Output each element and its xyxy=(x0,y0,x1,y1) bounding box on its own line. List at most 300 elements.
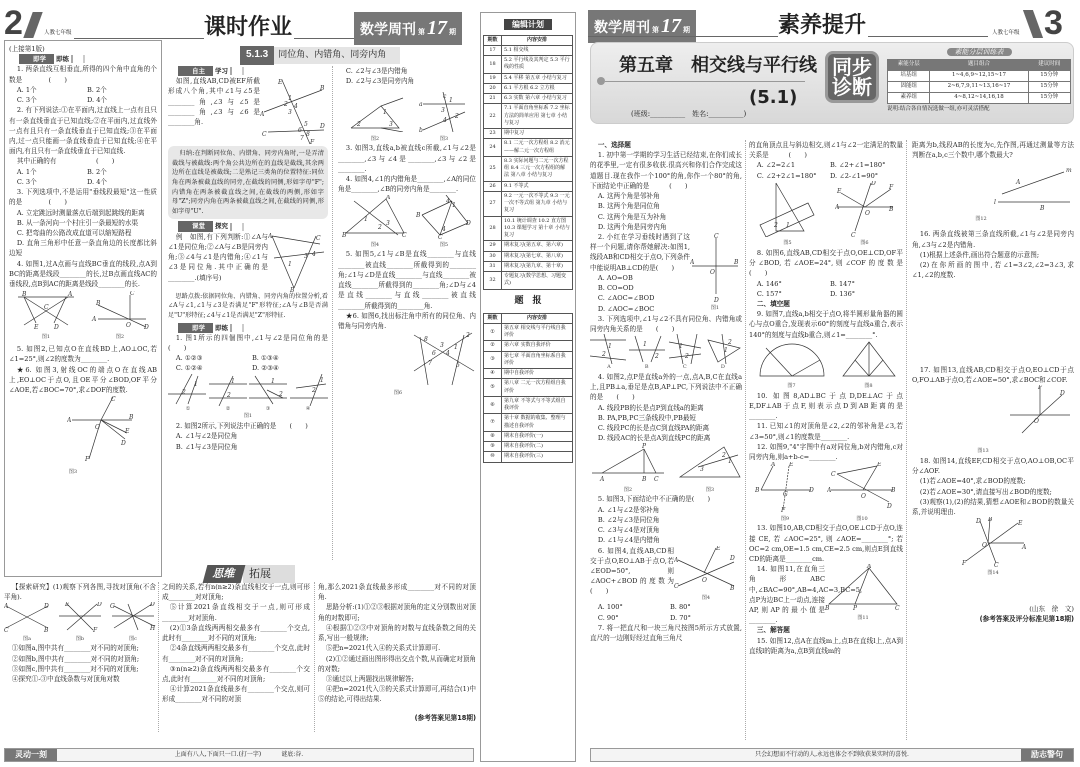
q2-options: A. 1个 B. 2个 C. 3个 D. 4个 xyxy=(16,167,107,186)
lesson-title: 同位角、内错角、同旁内角 xyxy=(274,47,400,64)
question-16: 16. 两条直线被第三条直线所截,∠1与∠2是同旁内角,∠3与∠2是内错角. xyxy=(912,230,1074,249)
content-cell: 5.4 平移 第五章 小结与复习 xyxy=(502,73,573,83)
question-6: 6. 如图4,直线AB,CD相交于点O,EO⊥AB于点O,若∠EOD=50°,则∠AOC+∠BOD的度数为( ) xyxy=(590,546,674,596)
issue-cell: 30 xyxy=(484,251,502,261)
brand-name: 数学周刊 xyxy=(594,20,650,36)
content-cell: 期末复习(第九章、第十章) xyxy=(502,261,573,271)
question-14: 14. 如图11,在直角三角形ABC中,∠BAC=90°,AB=4,AC=3,BC=5,点P为边BC上一动点,连接AP,则AP的最小值是________. xyxy=(749,565,863,625)
issue-suffix: 期 xyxy=(449,28,456,36)
svg-text:2: 2 xyxy=(466,332,470,340)
svg-text:1: 1 xyxy=(728,458,732,466)
question-15: 15. 如图12,点A在直线m上,点B在直线l上,点A到直线l的距离为a,点B到直线m的 xyxy=(749,636,903,655)
content-cell: 专题复习(数学思想、习题变式) xyxy=(502,272,573,290)
svg-text:4: 4 xyxy=(443,117,447,125)
column-divider xyxy=(745,140,746,740)
svg-text:1: 1 xyxy=(364,215,368,223)
chapter-sub: (5.1) xyxy=(749,87,798,108)
table-row xyxy=(484,414,573,432)
continued-note: (上接第1版) xyxy=(9,45,45,53)
option: B. CO=OD xyxy=(597,284,634,293)
lesson-number: 5.1.3 xyxy=(240,46,274,65)
svg-text:B: B xyxy=(734,258,739,266)
table-row xyxy=(484,73,573,83)
grade-label: 人教七年级 xyxy=(44,30,72,36)
option: D. 线段AC的长是点A到直线PC的距离 xyxy=(597,434,711,443)
svg-text:C: C xyxy=(994,562,999,568)
section-header: 即学 即练 xyxy=(178,323,244,333)
svg-text:D: D xyxy=(1060,389,1065,397)
content-cell: 期末复习(第七章、第八章) xyxy=(502,251,573,261)
svg-text:B: B xyxy=(730,584,735,592)
brand-banner xyxy=(354,12,462,45)
explore-column-2 xyxy=(162,582,310,705)
section-header: 课堂 探究 xyxy=(178,221,244,231)
answer-space[interactable] xyxy=(912,281,1074,365)
svg-text:1: 1 xyxy=(230,377,235,385)
svg-text:O: O xyxy=(864,209,870,217)
question-11: 11. 已知∠1的对顶角是∠2,∠2的邻补角是∠3,若∠3=50°,则∠1的度数是________. xyxy=(749,422,903,441)
figure-3: A B C F E D O 图3 xyxy=(67,396,134,475)
svg-text:1: 1 xyxy=(452,201,456,209)
content-cell: 8.1 二元一次方程组 8.2 消元——解二元一次方程组 xyxy=(502,139,573,157)
table-row xyxy=(484,56,573,74)
table-row xyxy=(484,369,573,379)
option: A. 线段PB的长是点P到直线a的距离 xyxy=(597,403,704,412)
svg-text:E: E xyxy=(125,428,130,436)
sub-question: (3)观察(1),(2)的结果,猜想∠AOE和∠BOD的数量关系,并说明理由. xyxy=(912,497,1074,516)
table-row xyxy=(484,452,573,462)
svg-text:O: O xyxy=(710,268,715,276)
option: B. PA,PB,PC三条线段中,PB最短 xyxy=(597,413,697,422)
svg-text:a: a xyxy=(419,101,423,109)
option: B. 这两个角是同位角 xyxy=(597,202,660,211)
header-rule xyxy=(868,36,988,37)
analysis-text: (2)①②通过画出图形得出交点个数,从而确定对顶角的对数; xyxy=(318,654,476,673)
table-row xyxy=(888,82,1071,93)
issue-cell: ⑤ xyxy=(484,379,502,397)
banner-dot xyxy=(597,77,605,85)
explore-item: ②4条直线两两相交最多有________个交点,此时有________对不同的对顶角; xyxy=(162,644,310,663)
summary-box xyxy=(168,146,328,219)
figure-4: E A D C B O 图4 xyxy=(674,545,735,601)
content-cell: 期末自我评价(三) xyxy=(502,452,573,462)
explore-item: ②如图b,图中共有________对不同的对顶角; xyxy=(11,654,140,663)
question-13: 13. 如图10,AB,CD相交于点O,OE⊥CD于点O,连接CE,若∠AOC=25°,则∠AOE=________°;若OC=2 cm,OE=1.5 cm,CE=2.5 cm,则点E到直线CD的距离是________cm. xyxy=(749,524,903,563)
left-footer xyxy=(4,748,474,762)
quote-text: 只会幻想而不行动的人,永远也体会不到收获果实时的喜悦. xyxy=(755,750,909,758)
content-cell: 5.1 相交线 xyxy=(502,45,573,55)
svg-text:B: B xyxy=(1040,205,1045,213)
page-number: 2 xyxy=(4,4,23,42)
svg-text:F: F xyxy=(888,183,893,191)
svg-text:C: C xyxy=(262,131,267,139)
svg-text:2: 2 xyxy=(284,101,288,109)
svg-text:A: A xyxy=(4,603,9,611)
svg-text:6: 6 xyxy=(298,127,302,135)
example-block xyxy=(168,232,328,292)
svg-text:D: D xyxy=(870,180,876,187)
table-row xyxy=(484,323,573,341)
svg-text:A: A xyxy=(1016,179,1021,187)
plan-table: 期数 内容安排 17 5.1 相交线 18 5.2 平行线及其判定 5.3 平行线的性质 19 5.4 平移 第五章 小结与复习 20 6.1 平方根 6.2 立方根 21 6.3 实数 第六章 小结与复习 22 7.1 平面直角坐标系 7.2 坐标方法的简单应用 第七章 小结与复习 23 期中复习 24 8.1 二元一次方程组 8.2 消元——解二元一次方程组 25 8.3 实际问题与二元一次方程组 8.4 三元一次方程组的解法 第八章 小结与复习 26 9.1 不等式 27 9.2 一元一次不等式 9.3 一元一次不等式组 第九章 小结与复习 28 10.1 统计调查 10.2 直方图 10.3 课题学习 第十章 小结与复习 29 期末复习(第五章、第六章) 30 期末复习(第七章、第八章) 31 期末复习(第九章、第十章) 32 专题复习(数学思想、习题变式) xyxy=(483,35,573,290)
header-stripe xyxy=(23,12,42,38)
svg-text:C: C xyxy=(44,304,49,312)
explore-item: 之间的关系,若有n(n≥2)条直线相交于一点,则可形成________对对顶角; xyxy=(162,583,310,602)
svg-text:A: A xyxy=(834,203,839,211)
svg-text:2: 2 xyxy=(654,353,659,361)
svg-text:2: 2 xyxy=(378,223,382,231)
hint-text: 思路点拨:依据同位角、内错角、同旁内角的位置分析,看∠A与∠1,∠1与∠3是否满足"F"形特征;∠A与∠B是否满足"U"形特征;∠4与∠1是否满足"Z"形特征. xyxy=(168,292,328,319)
svg-text:O: O xyxy=(702,576,707,584)
svg-text:D: D xyxy=(714,296,719,302)
analysis-text: ⑤把n=2021代入④的关系式计算即可. xyxy=(325,644,441,653)
svg-text:1: 1 xyxy=(383,109,387,117)
svg-text:P: P xyxy=(853,605,858,613)
class-name-field[interactable]: (班级:__________ 姓名:__________) xyxy=(631,110,747,118)
issue-cell: 20 xyxy=(484,83,502,93)
svg-text:2: 2 xyxy=(602,351,606,359)
question-2-b: 其中正确的有 ( ) xyxy=(16,157,115,166)
figure-6: 8 3 6 4 1 2 7 5 图6 xyxy=(338,331,476,398)
right-header xyxy=(588,6,1076,40)
sync-diagnosis-badge: 同步 诊断 xyxy=(825,51,879,103)
question-14-block xyxy=(749,564,903,625)
option: D. 这两个角是同旁内角 xyxy=(597,222,667,231)
table-row xyxy=(888,93,1071,104)
issue-cell: ② xyxy=(484,341,502,351)
table-cell: 15分钟 xyxy=(1028,71,1070,82)
right-footer xyxy=(590,748,1074,762)
content-cell: 期末复习(第五章、第六章) xyxy=(502,241,573,251)
svg-text:5: 5 xyxy=(456,362,460,370)
q3-option: D. 直角三角形中任意一条直角边的长度都比斜边短 xyxy=(9,239,157,258)
sub-question: (1)若∠AOE=40°,求∠BOD的度数; xyxy=(919,477,1026,486)
header-rule xyxy=(74,38,204,39)
question-18: 18. 如图14,直线EF,CD相交于点O,AO⊥OB,OC平分∠AOF. xyxy=(912,456,1074,476)
figure-2: C B A O D 图2 xyxy=(92,291,149,341)
summary-text: 归纳:在判断同位角、内错角、同旁内角时,一是弄清截线与被截线:两个角公共边所在的直线是截线,其余两边所在直线是被截线;二是熟记三类角的位置特征:同位角在两条被截直线的同旁,在截线的同侧,形如字母"F";内错角在两条被截直线之间,在截线的两侧,形如字母"Z";同旁内角在两条被截直线之间,在截线的同侧,形如字母"U". xyxy=(172,150,324,215)
example-text: 例 如图,有下列判断:①∠A与∠1是同位角;②∠A与∠B是同旁内角;③∠4与∠1是内错角;④∠1与∠3是同位角.其中正确的是________.(填序号) xyxy=(168,232,268,282)
option: D. ∠1与∠4是内错角 xyxy=(597,536,660,545)
q7-options: A. ∠2=2∠1 B. ∠2+∠1=180° C. ∠2+2∠1=180° D. ∠2-∠1=90° xyxy=(756,161,886,180)
practice-6: ★6. 如图6,找出标注角中所有的同位角、内错角与同旁内角. xyxy=(338,311,476,330)
q3-figures xyxy=(590,334,742,364)
issue-cell: ④ xyxy=(484,369,502,379)
section-heading: 一、选择题 xyxy=(597,141,631,149)
tests-title: 题 报 xyxy=(514,295,542,306)
p1-figures xyxy=(168,374,328,406)
issue-cell: 25 xyxy=(484,156,502,181)
content-cell: 7.1 平面直角坐标系 7.2 坐标方法的简单应用 第七章 小结与复习 xyxy=(502,104,573,129)
training-table-block xyxy=(887,47,1071,114)
option: C. ∠AOC=∠BOD xyxy=(597,294,655,303)
table-row xyxy=(484,379,573,397)
svg-text:2: 2 xyxy=(311,386,316,394)
explore-column-1 xyxy=(4,582,156,684)
option: C. ∠3与∠4是对顶角 xyxy=(597,526,660,535)
q1-options: A. 1个 B. 2个 C. 3个 D. 4个 xyxy=(16,85,107,105)
table-cell: 素养组 xyxy=(888,93,930,104)
svg-text:1: 1 xyxy=(454,344,458,352)
grade-label: 人教七年级 xyxy=(992,30,1020,36)
table-cell: 固能组 xyxy=(888,82,930,93)
content-cell: 第九章 不等式与不等式组自我评价 xyxy=(502,396,573,414)
table-row xyxy=(484,272,573,290)
figures-2-3: 1 2 3 图2 a b c 1 3 2 4 图3 xyxy=(338,92,476,143)
option: D. ∠AOC=∠BOC xyxy=(597,304,655,313)
explore-item: ③n(n≥2)条直线两两相交最多有________个交点,此时有________对不同的对顶角; xyxy=(162,664,310,683)
svg-text:1: 1 xyxy=(319,376,324,384)
content-cell: 第六章 实数自我评价 xyxy=(502,341,573,351)
section-heading: 三、解答题 xyxy=(756,626,790,635)
page-title: 素养提升 xyxy=(778,13,867,38)
svg-text:C: C xyxy=(654,476,659,484)
table-row xyxy=(484,216,573,241)
issue-number: 17 xyxy=(661,15,681,37)
q3-option: A. 立定跳远时测量落点后端到起跳线的距离 xyxy=(16,208,145,217)
table-row xyxy=(484,351,573,369)
explore-item: ④探究①-③中直线条数与对顶角对数 xyxy=(11,675,120,684)
explore-item: 角,那么2021条直线最多形成________对不同的对顶角. xyxy=(318,583,476,602)
svg-text:A: A xyxy=(386,194,391,201)
issue-cell: 29 xyxy=(484,241,502,251)
issue-cell: 18 xyxy=(484,56,502,74)
svg-text:C: C xyxy=(130,291,135,298)
svg-text:D: D xyxy=(144,324,149,332)
section-header: 即学 即练 xyxy=(19,54,85,64)
svg-text:3: 3 xyxy=(288,109,292,117)
svg-text:1: 1 xyxy=(785,221,790,229)
question-4: 4. 如图2,点P是直线a外的一点,点A,B,C在直线a上,且PB⊥a,垂足是点B,AP⊥PC,下列说法中不正确的是 ( ) xyxy=(590,372,742,402)
training-table: 素能分层 题目组合 建议时间 培基组 1~4,6,9~12,15~17 15分钟 固能组 2~6,7,9,11~13,16~17 15分钟 素养组 4~8,12~14,16,18 15分钟 xyxy=(887,59,1071,104)
svg-text:D: D xyxy=(150,602,155,609)
issue-cell: ⑦ xyxy=(484,414,502,432)
svg-text:D: D xyxy=(54,324,59,332)
chapter-banner xyxy=(590,42,1074,124)
svg-text:F: F xyxy=(781,507,786,513)
column-divider xyxy=(332,66,333,560)
svg-text:B: B xyxy=(988,517,993,524)
svg-text:1: 1 xyxy=(679,343,684,351)
table-row xyxy=(484,83,573,93)
issue-cell: 17 xyxy=(484,45,502,55)
column-divider xyxy=(314,582,315,732)
table-row xyxy=(484,341,573,351)
author: (山东 徐 文) xyxy=(1029,605,1074,614)
svg-text:H: H xyxy=(150,625,156,633)
svg-text:A: A xyxy=(92,316,97,324)
svg-text:B: B xyxy=(416,211,421,219)
svg-text:1: 1 xyxy=(288,95,292,103)
header-stripe xyxy=(1023,10,1043,38)
svg-text:F: F xyxy=(310,139,315,147)
svg-text:1: 1 xyxy=(288,260,292,268)
svg-text:3: 3 xyxy=(441,107,445,115)
svg-text:E: E xyxy=(1018,520,1023,528)
svg-text:F: F xyxy=(962,560,967,568)
svg-text:1: 1 xyxy=(642,341,647,349)
svg-text:1: 1 xyxy=(608,343,612,351)
table-row xyxy=(484,442,573,452)
svg-text:4: 4 xyxy=(312,250,316,258)
svg-text:E: E xyxy=(716,545,721,552)
svg-text:E: E xyxy=(278,79,283,87)
left-header xyxy=(4,4,474,42)
svg-text:E: E xyxy=(877,462,882,469)
figures-1-2 xyxy=(9,291,157,342)
svg-text:D: D xyxy=(121,440,126,448)
svg-text:C: C xyxy=(831,471,836,479)
svg-text:G: G xyxy=(110,603,115,611)
banner-line xyxy=(605,81,805,82)
svg-text:F: F xyxy=(93,627,98,633)
svg-text:1: 1 xyxy=(723,347,728,355)
explore-column-3 xyxy=(318,582,476,723)
content-cell: 9.2 一元一次不等式 9.3 一元一次不等式组 第九章 小结与复习 xyxy=(502,191,573,216)
svg-text:2: 2 xyxy=(279,390,284,398)
figure-caption: 图1 xyxy=(243,413,253,420)
question-17: 17. 如图13,直线AB,CD相交于点O,EO⊥CD于点O,FO⊥AB于点O,若∠AOE=50°,求∠BOC和∠COF. xyxy=(912,365,1074,384)
table-row xyxy=(484,129,573,139)
figures-5-6: 2 1 图5 D E A B F C O 图6 xyxy=(749,181,903,248)
practice-5: 5. 如图5,∠1与∠B是直线________与直线________被直线________所截得到的________角;∠1与∠D是直线________与直线________被直线________所截得到的________角;∠D与∠4是直线________与直线________被直线________所截得到的________角. xyxy=(338,250,476,310)
svg-text:C: C xyxy=(111,396,116,404)
editorial-plan xyxy=(480,12,576,762)
right-column-1 xyxy=(590,140,742,643)
svg-text:E: E xyxy=(65,602,70,609)
sub-question: (2)若∠AOE=30°,请直接写出∠BOD的度数; xyxy=(919,487,1052,496)
answer-reference: (参考答案见第18期) xyxy=(414,713,476,722)
svg-text:4: 4 xyxy=(442,225,446,233)
lesson-banner xyxy=(240,46,400,65)
right-column-2 xyxy=(749,140,923,656)
content-cell: 期末自我评价(二) xyxy=(502,442,573,452)
svg-text:D: D xyxy=(44,603,49,611)
question-3: 3. 下列选项中,不是运用"垂线段最短"这一性质的是 ( ) xyxy=(9,188,157,207)
analysis-text: ③通过以上两题找出规律解答; xyxy=(325,674,414,683)
svg-text:C: C xyxy=(895,605,900,613)
svg-text:3: 3 xyxy=(389,121,393,129)
svg-text:C: C xyxy=(438,233,443,239)
svg-text:A: A xyxy=(67,417,72,425)
q8-options: A. 146° B. 147° C. 157° D. 136° xyxy=(756,279,856,298)
svg-text:B: B xyxy=(44,627,49,633)
p2-option: B. ∠1与∠3是同位角 xyxy=(175,442,238,451)
table-cell: 培基组 xyxy=(888,71,930,82)
svg-text:P: P xyxy=(642,443,647,451)
question-2-block xyxy=(590,232,742,314)
explore-item: ①如图a,图中共有________对不同的对顶角; xyxy=(11,644,139,653)
svg-text:3: 3 xyxy=(304,252,308,260)
option: C. 线段PC的长是点C到直线PA的距离 xyxy=(597,424,710,432)
question-2: 2. 有下列说法:①在平面内,过直线上一点有且只有一条直线垂直于已知直线;②在平面内,过直线外一点有且只有一条直线垂直于已知直线;③在平面内,过一点只能画一条直线垂直于已知直线;④在平面内,有且只有一条直线垂直于已知直线. xyxy=(9,106,157,156)
issue-cell: 31 xyxy=(484,261,502,271)
svg-text:C: C xyxy=(714,232,719,240)
svg-text:A: A xyxy=(68,291,73,299)
issue-cell: ③ xyxy=(484,351,502,369)
svg-text:3: 3 xyxy=(700,466,704,474)
figure-12: A m l B 图12 xyxy=(975,167,1072,222)
svg-text:B: B xyxy=(891,487,896,495)
issue-cell: ⑧ xyxy=(484,431,502,441)
option: A. 这两个角是邻补角 xyxy=(597,192,660,201)
analysis-text: 思路分析:(1)①②③根据对顶角的定义分别数出对顶角的对数即可; xyxy=(318,603,476,622)
question-1: 1. 两条直线互相垂直,所得的四个角中直角的个数是 ( ) xyxy=(9,65,157,84)
header-rule xyxy=(588,36,778,37)
svg-text:A: A xyxy=(690,258,695,266)
svg-text:2: 2 xyxy=(685,353,690,361)
svg-text:2: 2 xyxy=(727,339,732,347)
question-2: 2. 小红在学习垂线时遇到了这样一个问题,请你帮她解决:如图1,线段AB和CD相交于点O,下列条件中能说明AB⊥CD的是( ) xyxy=(590,232,690,272)
content-cell: 期中复习 xyxy=(502,129,573,139)
content-cell: 9.1 不等式 xyxy=(502,181,573,191)
header-rule xyxy=(294,38,354,39)
tests-table: 期数 内容安排 ① 第五章 相交线与平行线自我评价 ② 第六章 实数自我评价 ③ 第七章 平面直角坐标系自我评价 ④ 期中自我评价 ⑤ 第八章 二元一次方程组自我评价 ⑥ 第九章 不等式与不等式组自我评价 ⑦ 第十章 数据的收集、整理与描述自我评价 ⑧ 期末自我评价(一) ⑨ 期末自我评价(二) ⑩ 期末自我评价(三) xyxy=(483,313,573,463)
svg-text:2: 2 xyxy=(455,113,459,121)
intro-block xyxy=(168,76,328,146)
footer-label: 灵动一刻 xyxy=(5,749,57,761)
table-row xyxy=(484,261,573,271)
svg-text:A: A xyxy=(867,564,872,571)
p2-option: A. ∠1与∠2是同位角 xyxy=(175,432,238,441)
svg-text:O: O xyxy=(982,542,987,550)
figures-2-3: P A B C 图2 3 2 1 图3 xyxy=(590,443,742,494)
table-cell: 1~4,6,9~12,15~17 xyxy=(930,71,1028,82)
svg-text:D: D xyxy=(97,602,102,609)
svg-text:c: c xyxy=(443,93,447,101)
content-cell: 第五章 相交线与平行线自我评价 xyxy=(502,323,573,341)
table-row xyxy=(484,45,573,55)
plan-title: 编辑计划 xyxy=(504,19,552,30)
question-6-block xyxy=(590,546,742,603)
svg-text:5: 5 xyxy=(304,121,308,129)
content-cell: 5.2 平行线及其判定 5.3 平行线的性质 xyxy=(502,56,573,74)
svg-text:A: A xyxy=(771,462,776,469)
brand-name: 数学周刊 xyxy=(360,22,416,38)
svg-text:E: E xyxy=(789,462,794,469)
svg-text:F: F xyxy=(85,456,90,464)
issue-cell: 19 xyxy=(484,73,502,83)
q3-option: C. 把弯曲的公路改成直道可以缩短路程 xyxy=(16,228,132,237)
table-cell: 4~8,12~14,16,18 xyxy=(930,93,1028,104)
svg-text:C: C xyxy=(674,582,679,590)
table-row xyxy=(484,156,573,181)
page-title: 课时作业 xyxy=(204,15,293,40)
svg-text:B: B xyxy=(96,300,101,308)
issue-cell: 27 xyxy=(484,191,502,216)
content-cell: 第七章 平面直角坐标系自我评价 xyxy=(502,351,573,369)
column-divider xyxy=(158,582,159,732)
table-row xyxy=(484,241,573,251)
svg-text:D: D xyxy=(976,518,981,526)
question-7-cont: 的直角顶点且与斜边相交,则∠1与∠2一定满足的数量关系是 ( ) xyxy=(749,141,903,160)
training-note: 说明:结合各自情况选做一组,亦可灵活搭配 xyxy=(887,106,990,113)
svg-text:D: D xyxy=(320,123,325,131)
analysis-text: ④根据①②③中对顶角的对数与直线条数之间的关系,写出一般规律; xyxy=(318,623,476,643)
column-divider xyxy=(906,140,907,740)
table-cell: 2~6,7,9,11~13,16~17 xyxy=(930,82,1028,93)
svg-text:b: b xyxy=(419,127,423,133)
table-row xyxy=(888,71,1071,82)
issue-cell: 32 xyxy=(484,272,502,290)
practice-4: 4. 如图4,∠1的内错角是________,∠A的同位角是________,∠B的同旁内角是________. xyxy=(338,175,476,194)
svg-text:4: 4 xyxy=(294,103,298,111)
svg-text:E: E xyxy=(836,187,841,195)
svg-text:B: B xyxy=(642,476,647,484)
question-5: 5. 如图2,已知点O在直线BD上,AO⊥OC,若∠1=25°,则∠2的度数为________. xyxy=(9,345,157,364)
svg-text:B: B xyxy=(22,291,27,299)
svg-text:D: D xyxy=(887,503,892,511)
